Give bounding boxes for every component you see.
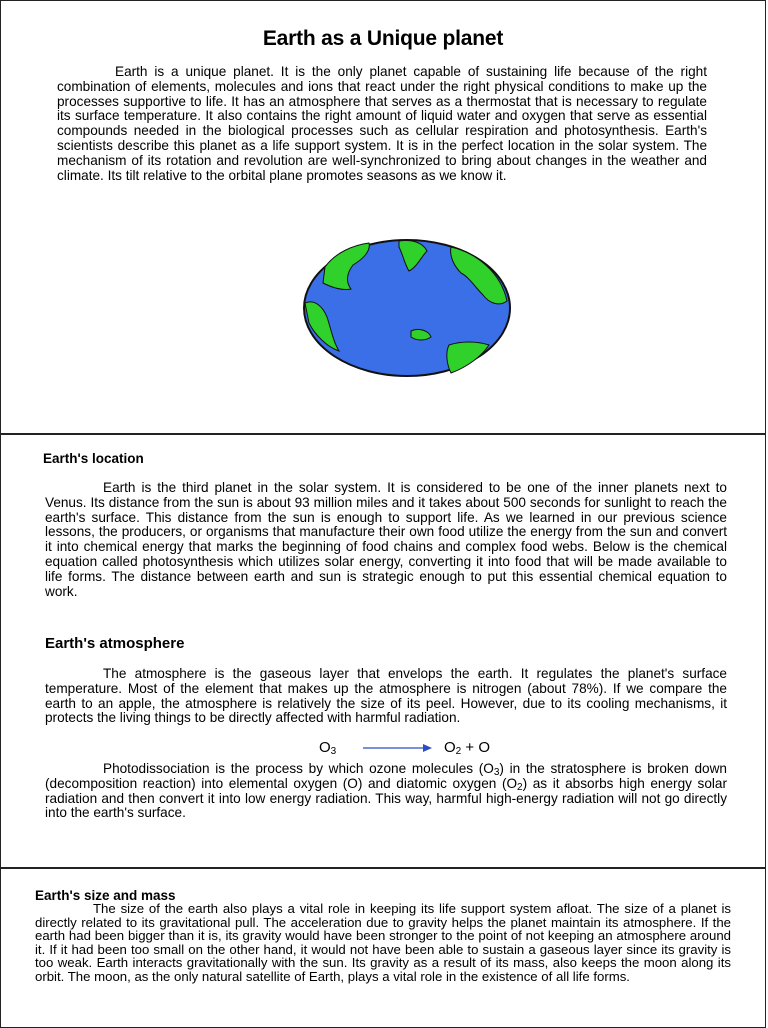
document-page-1 [0,0,766,434]
photodissociation-paragraph: Photodissociation is the process by which ozone molecules $(O_3)$ in the stratosphere is broken down (decomposition reaction) into elemental oxygen (O) and diatomic oxygen $(O_2)$ as it absorbs high energy solar radiation and then convert it into low energy radiation. This way, harmful high-energy radiation will not go directly into the earth's surface. [45,761,727,821]
page-title: Earth as a Unique planet [262,27,504,50]
reaction-arrow-icon [363,743,433,753]
equation-reactant: $O_3$ [319,739,337,757]
equation-products: $O_2 + O$ [444,739,490,757]
earth-globe-icon [301,237,513,384]
document-page-2 [0,434,766,868]
location-paragraph-text: Earth is the third planet in the solar system. It is considered to be one of the inner planets next to Venus. Its distance from the sun is about 93 million miles and it takes about 500 seconds for sunlight to reach the earth's surface. This distance from the sun is enough to support life. As we learned in our previous science lessons, the producers, or organisms that manufacture their own food utilize the energy from the sun and convert it into chemical energy that marks the beginning of food chains and complex food webs. Below is the chemical equation called photosynthesis which utilizes solar energy, converting it into food that will be made available to life forms. The distance between earth and sun is strategic enough to put this essential chemical equation to work. [45,480,727,599]
atmosphere-paragraph-text: The atmosphere is the gaseous layer that envelops the earth. It regulates the planet's surface temperature. Most of the element that makes up the atmosphere is nitrogen (about 78%). If we compare the earth to an apple, the atmosphere is relatively the size of its peel. However, due to its cooling mechanisms, it protects the living things to be directly affected with harmful radiation. [45,666,727,726]
atmosphere-paragraph [45,667,727,726]
size-paragraph-text: The size of the earth also plays a vital role in keeping its life support system afloat. The size of a planet is directly related to its gravitational pull. The acceleration due to gravity helps the planet maintain its atmosphere. If the earth had been bigger than it is, its gravity would have been stronger to the point of not keeping an atmosphere around it. If it had been too small on the other hand, it would not have been able to sustain a gaseous layer since its gravity is too weak. Earth interacts gravitationally with the sun. Its gravity as a result of its mass, also keeps the moon along its orbit. The moon, as the only natural satellite of Earth, plays a vital role in the existence of all life forms. [35,901,731,984]
size-heading: Earth's size and mass [35,888,176,903]
location-heading: Earth's location [43,451,144,466]
atmosphere-heading: Earth's atmosphere [45,635,185,652]
size-paragraph [35,902,731,984]
location-paragraph [45,481,727,599]
document-page-3 [0,868,766,1028]
intro-paragraph-text: Earth is a unique planet. It is the only planet capable of sustaining life because of the right combination of elements, molecules and ions that react under the right physical conditions to make up the processes supportive to life. It has an atmosphere that serves as a thermostat that is necessary to regulate its surface temperature. It also contains the right amount of liquid water and oxygen that serve as essential compounds needed in the biological processes such as cellular respiration and photosynthesis. Earth's scientists describe this planet as a life support system. It is in the perfect location in the solar system. The mechanism of its rotation and revolution are well-synchronized to bring about changes in the weather and climate. Its tilt relative to the orbital plane promotes seasons as we know it. [57,64,707,183]
ozone-equation [1,737,766,759]
intro-paragraph [57,65,707,183]
